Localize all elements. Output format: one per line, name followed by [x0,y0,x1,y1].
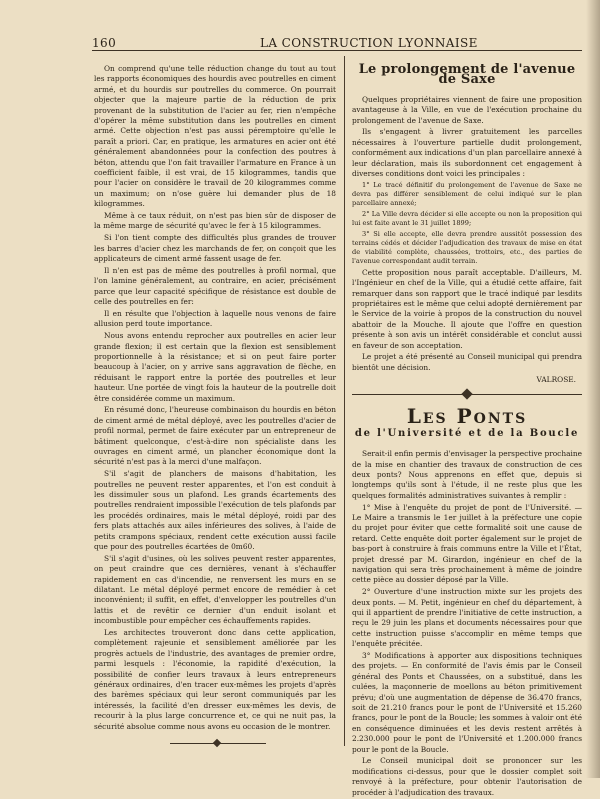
condition-item: 1° Le tracé définitif du prolongement de l'avenue de Saxe ne devra pas différer sensiblement de celui indiqué sur le plan parcellaire annexé; [352,180,582,208]
author-signature: VALROSE. [536,374,576,384]
page-number: 160 [92,36,117,50]
left-paragraph: Il n'en est pas de même des poutrelles à profil normal, que l'on lamine généralement, au contraire, en acier, précisément parce que leur capacité spécifique de résistance est double de celle des poutrelles en fer: [94,265,336,307]
ornament-diamond [213,739,221,747]
right-paragraph: 1° Mise à l'enquête du projet de pont de l'Université. — Le Maire a transmis le 1er juillet à la préfecture une copie du projet pour éviter que cette formalité soit une cause de retard. Cette enquête doit porter également sur le projet de bas-port à construire à frais communs entre la Ville et l'État, projet dressé par M. Girardon, ingénieur en chef de la navigation qui sera très prochainement à même de joindre cette pièce au dossier déposé par la Ville. [352,502,582,585]
right-paragraph: Quelques propriétaires viennent de faire une proposition avantageuse à la Ville, en vue de l'exécution prochaine du prolongement de l'avenue de Saxe. [352,94,582,125]
right-paragraph: 3° Modifications à apporter aux dispositions techniques des projets. — En conformité de l'avis émis par le Conseil général des Ponts et Chaussées, on a substitué, dans les culées, la maçonnerie de moellons au béton primitivement prévu; d'où une augmentation de dépense de 36.470 francs, soit de 21.210 francs pour le pont de l'Université et 15.260 francs, pour le pont de la Boucle; les sommes à valoir ont été en conséquence diminuées et les devis restent arrêtés à 2.230.000 pour le pont de l'Université et 1.200.000 francs pour le pont de la Boucle. [352,650,582,754]
column-divider [344,56,345,746]
left-paragraph: En résumé donc, l'heureuse combinaison du hourdis en béton de ciment armé de métal déployé, avec les poutrelles d'acier de profil normal, permet de faire exécuter par un entrepreneur de bâtiment quelconque, c'est-à-dire non spécialiste dans les ouvrages en ciment armé, un plancher économique dont la sécurité n'est pas à la merci d'une malfaçon. [94,405,336,467]
right-paragraph: Ils s'engagent à livrer gratuitement les parcelles nécessaires à l'ouverture partielle dudit prolongement, conformément aux indications d'un plan parcellaire annexé à leur déclaration, mais ils subordonnent cet engagement à diverses conditions dont voici les principales : [352,127,582,179]
left-paragraph: On comprend qu'une telle réduction change du tout au tout les rapports économiques des hourdis avec poutrelles en ciment armé, et du hourdis sur poutrelles du commerce. On pourrait objecter que la majeure partie de la réduction de prix provenant de la substitution de l'acier au fer, rien n'empêche d'opérer la même substitution dans les poutrelles en ciment armé. Cette objection n'est pas aussi péremptoire qu'elle le paraît a priori. Car, en pratique, les armatures en acier ont été généralement abandonnées pour la confection des poutres à béton, attendu que l'on fait travailler l'armature en France à un coefficient faible, il est vrai, de 15 kilogrammes, tandis que pour l'acier on considère le travail de 20 kilogrammes comme un maximum; on n'ose guère lui demander plus de 18 kilogrammes. [94,64,336,209]
condition-item: 2° La Ville devra décider si elle accepte ou non la proposition qui lui est faite avant le 31 juillet 1899; [352,209,582,228]
condition-item: 3° Si elle accepte, elle devra prendre aussitôt possession des terrains cédés et décider l'adjudication des travaux de mise en état de viabilité complète, chaussées, trottoirs, etc., des parties de l'avenue correspondant audit terrain. [352,229,582,266]
header-rule [92,50,582,51]
right-paragraph: 2° Ouverture d'une instruction mixte sur les projets des deux ponts. — M. Petit, ingénieur en chef du département, à qui il appartient de prendre l'initiative de cette instruction, a reçu le 29 juin les plans et documents nécessaires pour que cette instruction puisse s'accomplir en même temps que l'enquête précitée. [352,587,582,649]
right-paragraph: Serait-il enfin permis d'envisager la perspective prochaine de la mise en chantier des travaux de construction de ces deux ponts? Nous apprenons en effet que, depuis si longtemps qu'ils sont à l'étude, il ne reste plus que les quelques formalités administratives suivantes à remplir : [352,449,582,500]
section-title-ponts [352,405,582,440]
section-title-main: Les Ponts [406,404,528,429]
section-title-sub: de l'Université et de la Boucle [354,428,580,440]
section-separator [352,389,582,399]
right-paragraph: Cette proposition nous paraît acceptable. D'ailleurs, M. l'Ingénieur en chef de la Ville, qui a étudié cette affaire, fait remarquer dans son rapport que le tracé indiqué par lesdits propriétaires est le même que celui adopté dernièrement par le Service de la voirie à propos de la construction du nouvel abattoir de la Mouche. Il ajoute que l'offre en question présente à son avis un intérêt considérable et conclut aussi en faveur de son acceptation. [352,267,582,350]
page-edge-shadow [586,0,600,778]
journal-title: LA CONSTRUCTION LYONNAISE [260,36,478,50]
left-paragraph: S'il s'agit d'usines, où les solives peuvent rester apparentes, on peut craindre que ces dernières, venant à s'échauffer rapidement en cas d'incendie, ne renversent les murs en se dilatant. Le métal déployé permet encore de remédier à cet inconvénient; il suffit, en effet, d'envelopper les poutrelles d'un lattis et de revêtir ce dernier d'un enduit isolant et incombustible pour empêcher ces échauffements rapides. [94,553,336,626]
right-paragraph: Le Conseil municipal doit se prononcer sur les modifications ci-dessus, pour que le dossier complet soit renvoyé à la préfecture, pour obtenir l'autorisation de procéder à l'adjudication des travaux. [352,756,582,797]
left-paragraph: Si l'on tient compte des difficultés plus grandes de trouver les barres d'acier chez les marchands de fer, on conçoit que les applicateurs de ciment armé fassent usage de fer. [94,233,336,264]
left-paragraph: Même à ce taux réduit, on n'est pas bien sûr de disposer de la même marge de sécurité qu'avec le fer à 15 kilogrammes. [94,211,336,231]
right-column [352,62,582,799]
left-column [94,64,336,734]
left-paragraph: Les architectes trouveront donc dans cette application, complètement rajeunie et sensiblement améliorée par les progrès actuels de l'industrie, des avantages de premier ordre, parmi lesquels : l'économie, la rapidité d'exécution, la possibilité de confier leurs travaux à leurs entrepreneurs généraux ordinaires, d'en tracer eux-mêmes les projets d'après des barèmes spéciaux qui leur seront communiqués par les intéressés, la facilité d'en dresser eux-mêmes les devis, de recourir à la plus large concurrence et, ce qui ne nuit pas, la sécurité absolue comme nous avons eu occasion de le montrer. [94,628,336,731]
section-title-avenue-saxe: Le prolongement de l'avenue de Saxe [358,62,576,88]
article-end-ornament [170,740,266,746]
left-paragraph: S'il s'agit de planchers de maisons d'habitation, les poutrelles ne peuvent rester apparentes, et l'on est conduit à les dissimuler sous un plafond. Les grands écartements des poutrelles rendraient impossible l'exécution de tels plafonds par les procédés ordinaires, mais le métal déployé, roidi par des fers plats attachés aux ailes inférieures des solives, à l'aide de petits crampons spéciaux, rendent cette exécution aussi facile que pour des poutrelles écartées de 0m60. [94,469,336,552]
left-paragraph: Nous avons entendu reprocher aux poutrelles en acier leur grande flexion; il est certain que la flexion est sensiblement proportionnelle à la résistance; et si on peut faire porter beaucoup à l'acier, on y arrive sans aggravation de flèche, en réduisant le rapport entre la portée des poutrelles et leur hauteur. Une portée de vingt fois la hauteur de la poutrelle doit être considérée comme un maximum. [94,331,336,403]
page-header [92,24,582,48]
left-paragraph: Il en résulte que l'objection à laquelle nous venons de faire allusion perd toute importance. [94,308,336,329]
right-paragraph: Le projet a été présenté au Conseil municipal qui prendra bientôt une décision. [352,352,582,372]
separator-diamond [461,388,472,399]
